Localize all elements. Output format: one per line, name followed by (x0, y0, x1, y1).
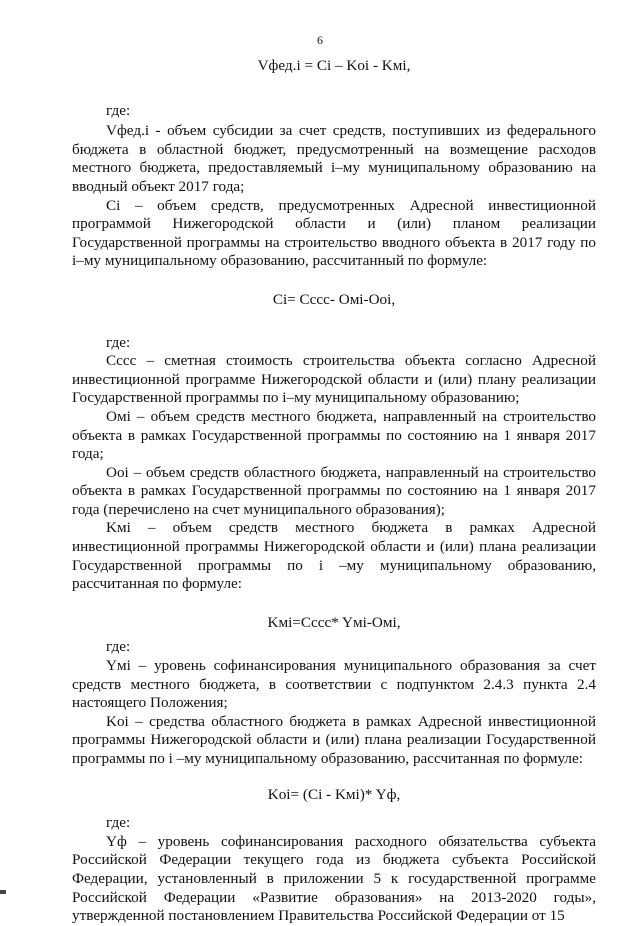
paragraph-v-fed-definition: Vфед.i - объем субсидии за счет средств, поступивших из федерального бюджета в областной бюджет, предусмотренный на возмещение расходов местного бюджета, предоставляемый i–му муниципальному образованию на вводный объект 2017 года; (72, 122, 596, 195)
paragraph-ooi-definition: Ooi – объем средств областного бюджета, направленный на строительство объекта в рамках Государственной программы по состоянию на 1 января 2017 года (перечислено на счет муниципального образования); (72, 463, 596, 518)
formula-ci: Ci= Cccc- Омi-Ooi, (272, 290, 396, 308)
where-label: где: (106, 101, 131, 119)
paragraph-ymi-definition: Yмi – уровень софинансирования муниципального образования за счет средств местного бюджета, в соответствии с подпунктом 2.4.3 пункта 2.4 настоящего Положения; (72, 657, 596, 712)
formula-koi: Koi= (Ci - Kмi)* Yф, (267, 785, 401, 803)
where-label: где: (106, 638, 131, 656)
formula-kmi: Kмi=Cccc* Yмi-Oмi, (267, 613, 401, 631)
where-label: где: (106, 814, 131, 832)
paragraph-kmi-definition: Kмi – объем средств местного бюджета в рамках Адресной инвестиционной программы Нижегородской области и (или) плана реализации Государственной программы по i –му муниципальному образованию, рассчитанная по формуле: (72, 519, 596, 593)
formula-v-fed: Vфед.i = Ci – Koi - Kмi, (257, 57, 411, 74)
page-number: 6 (317, 33, 323, 47)
scan-edge-mark (0, 890, 6, 894)
where-label: где: (106, 333, 131, 351)
paragraph-ci-definition: Ci – объем средств, предусмотренных Адресной инвестиционной программой Нижегородской области и (или) планом реализации Государственной программы на строительство вводного объекта в 2017 году по i–му муниципальному образованию, рассчитанный по формуле: (72, 196, 596, 270)
paragraph-koi-definition: Koi – средства областного бюджета в рамках Адресной инвестиционной программы Нижегородской области и (или) плана реализации Государственной программы по i –му муниципальному образованию, рассчитанная по формуле: (72, 712, 596, 767)
document-body (72, 57, 596, 926)
paragraph-cccc-definition: Cccc – сметная стоимость строительства объекта согласно Адресной инвестиционной программе Нижегородской области и (или) плану реализации Государственной программы по i–му муниципальному образованию; (72, 352, 596, 407)
paragraph-yf-definition: Yф – уровень софинансирования расходного обязательства субъекта Российской Федерации текущего года из бюджета субъекта Российской Федерации, установленный в приложении 5 к государственной программе Российской Федерации «Развитие образования» на 2013-2020 годы», утвержденной постановлением Правительства Российской Федерации от 15 (72, 832, 596, 925)
paragraph-omi-definition: Омi – объем средств местного бюджета, направленный на строительство объекта в рамках Государственной программы по состоянию на 1 января 2017 года; (72, 407, 596, 463)
